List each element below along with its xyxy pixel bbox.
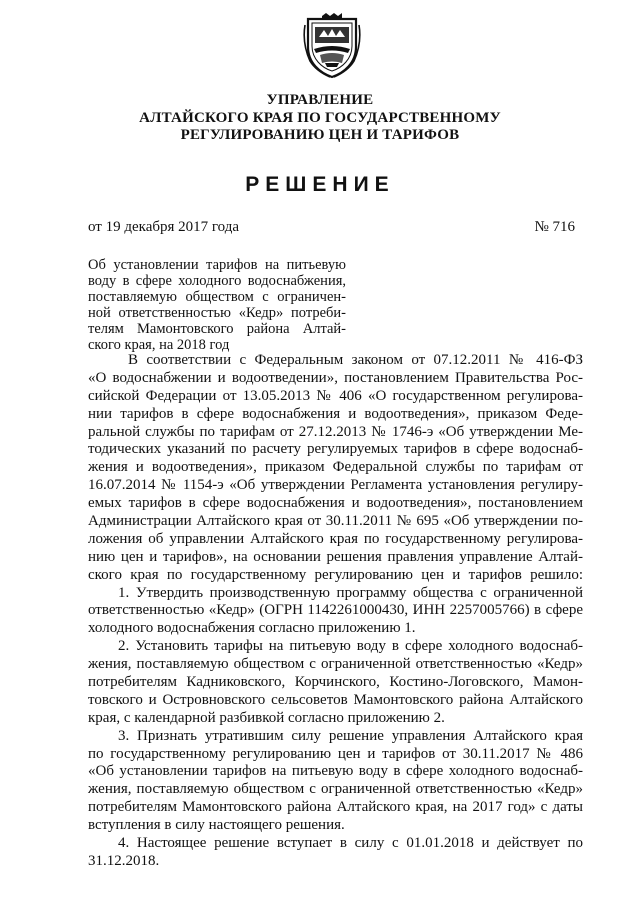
body-line: ского края по государственному регулированию цен и тарифов решило: [88, 566, 583, 583]
document-body [88, 352, 583, 871]
document-number: № 716 [534, 219, 575, 235]
body-line: 2. Установить тарифы на питьевую воду в сфере холодного водоснаб- [118, 638, 583, 655]
subject-line: поставляемую обществом с ограничен- [88, 289, 346, 305]
body-line: «Об установлении тарифов на питьевую воду в сфере холодного водоснаб- [88, 763, 583, 780]
body-line: товского и Островновского сельсоветов Мамонтовского района Алтайского [88, 691, 583, 708]
body-line: жения, поставляемую обществом с ограниченной ответственностью «Кедр» [88, 781, 583, 798]
org-line-2: АЛТАЙСКОГО КРАЯ ПО ГОСУДАРСТВЕННОМУ [139, 110, 501, 126]
document-date: от 19 декабря 2017 года [88, 219, 240, 235]
body-line: сийской Федерации от 13.05.2013 № 406 «О государственном регулирова- [88, 387, 583, 404]
subject-line: телям Мамонтовского района Алтай- [88, 321, 346, 337]
subject-line: ского края, на 2018 год [88, 337, 230, 353]
body-line: 1. Утвердить производственную программу общества с ограниченной [118, 584, 583, 601]
body-line: потребителям Мамонтовского района Алтайского края, на 2017 год» с даты [88, 799, 583, 816]
body-line: жения и водоотведения», приказом Федеральной службы по тарифам от [88, 459, 583, 476]
body-line: ложения об управлении Алтайского края по государственному регулирова- [88, 530, 583, 547]
body-line: 3. Признать утратившим силу решение управления Алтайского края [118, 727, 583, 744]
org-line-3: РЕГУЛИРОВАНИЮ ЦЕН И ТАРИФОВ [180, 127, 460, 143]
body-line: емых тарифов в сфере водоснабжения и водоотведения», постановлением [88, 495, 583, 512]
body-line: тодических указаний по расчету регулируемых тарифов в сфере водоснаб- [88, 441, 583, 458]
document-subject [88, 257, 346, 353]
body-line: холодного водоснабжения согласно приложению 1. [88, 620, 416, 637]
body-line: ответственностью «Кедр» (ОГРН 1142261000430, ИНН 2257005766) в сфере [88, 602, 583, 619]
subject-line: ной ответственностью «Кедр» потреби- [88, 305, 346, 321]
body-line: края, с календарной разбивкой согласно приложению 2. [88, 709, 445, 726]
body-line: 16.07.2014 № 1154-э «Об утверждении Регламента установления регулиру- [88, 477, 583, 494]
body-line: 4. Настоящее решение вступает в силу с 01.01.2018 и действует по [118, 835, 583, 852]
body-line: жения, поставляемую обществом с ограниченной ответственностью «Кедр» [88, 656, 583, 673]
subject-line: Об установлении тарифов на питьевую [88, 257, 346, 273]
body-line: нию цен и тарифов», на основании решения правления управление Алтай- [88, 548, 583, 565]
coat-of-arms-icon [302, 13, 362, 79]
body-line: ральной службы по тарифам от 27.12.2013 № 1746-э «Об утверждении Ме- [88, 423, 583, 440]
document-title: РЕШЕНИЕ [245, 173, 395, 196]
body-line: 31.12.2018. [88, 852, 160, 869]
body-line: «О водоснабжении и водоотведении», постановлением Правительства Рос- [88, 369, 583, 386]
body-line: по государственному регулированию цен и тарифов от 30.11.2017 № 486 [88, 745, 583, 762]
subject-line: воду в сфере холодного водоснабжения, [88, 273, 346, 289]
body-line: Администрации Алтайского края от 30.11.2011 № 695 «Об утверждении по- [88, 513, 583, 530]
body-line: потребителям Кадниковского, Корчинского, Костино-Логовского, Мамон- [88, 674, 583, 691]
body-line: нии тарифов в сфере водоснабжения и водоотведения», приказом Феде- [88, 405, 583, 422]
org-line-1: УПРАВЛЕНИЕ [266, 92, 374, 108]
body-line: вступления в силу настоящего решения. [88, 817, 345, 834]
body-line: В соответствии с Федеральным законом от 07.12.2011 № 416-ФЗ [128, 352, 583, 368]
